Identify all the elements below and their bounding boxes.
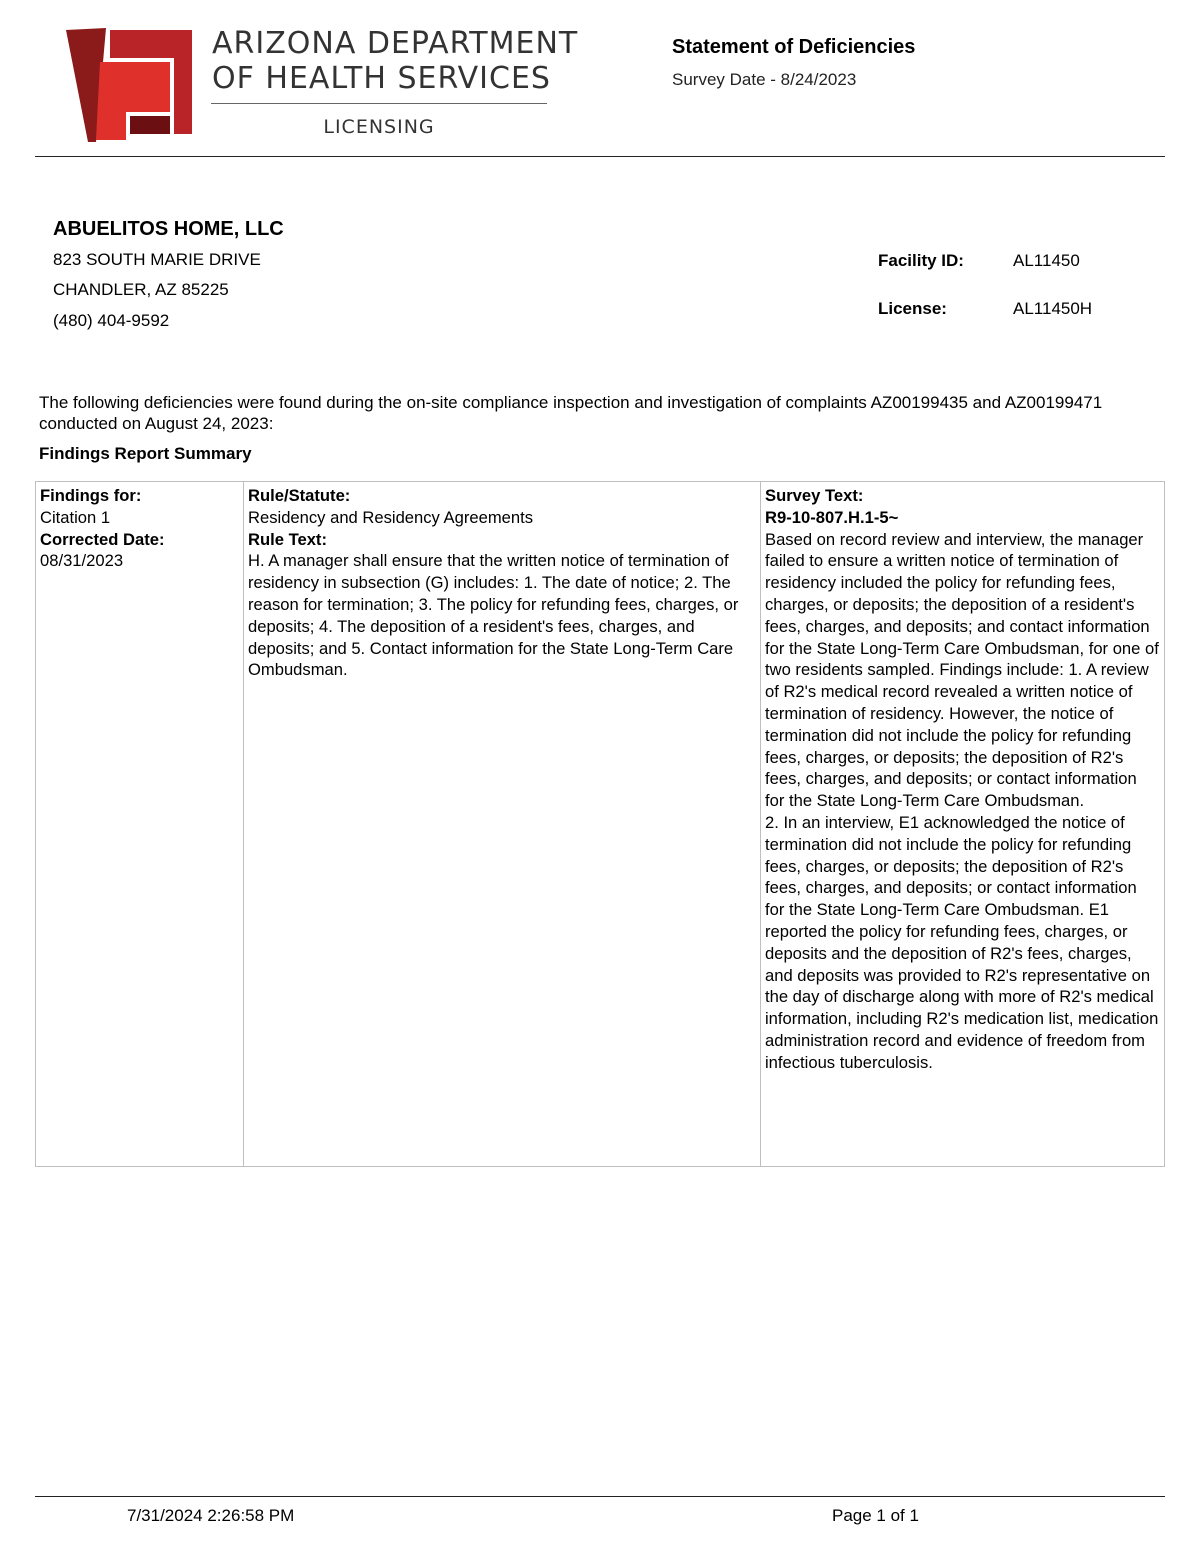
section-title: Findings Report Summary <box>39 444 252 463</box>
findings-for-label: Findings for: <box>40 486 142 505</box>
rule-column <box>243 482 760 1166</box>
adhs-logo-icon <box>66 28 194 142</box>
facility-id-value: AL11450 <box>1013 251 1080 270</box>
license-label: License: <box>878 299 947 318</box>
rule-statute-label: Rule/Statute: <box>248 486 351 505</box>
corrected-date-label: Corrected Date: <box>40 529 165 549</box>
header-divider <box>35 156 1165 157</box>
org-division: LICENSING <box>323 116 435 138</box>
page-number: Page 1 of 1 <box>832 1506 919 1525</box>
corrected-date-value: 08/31/2023 <box>40 551 124 571</box>
printed-timestamp: 7/31/2024 2:26:58 PM <box>127 1506 295 1525</box>
facility-id-label: Facility ID: <box>878 251 964 270</box>
findings-table <box>35 481 1165 1167</box>
survey-text-label: Survey Text: <box>765 486 864 505</box>
survey-rule-code: R9-10-807.H.1-5~ <box>765 507 899 527</box>
org-name-line2: OF HEALTH SERVICES <box>212 61 551 96</box>
intro-paragraph: The following deficiencies were found during the on-site compliance inspection and investigation of complaints AZ00199435 and AZ00199471 conducted on August 24, 2023: <box>39 393 1103 433</box>
survey-text-finding-2: 2. In an interview, E1 acknowledged the notice of termination did not include the policy for refunding fees, charges, or deposits; the deposition of R2's fees, charges, and deposits; or contact information for the State Long-Term Care Ombudsman. E1 reported the policy for refunding fees, charges, or deposits and the deposition of R2's fees, charges, and deposits was provided to R2's representative on the day of discharge along with more of R2's medical information, including R2's medication list, medication administration record and evidence of freedom from infectious tuberculosis. <box>765 812 1159 1072</box>
facility-address-line2: CHANDLER, AZ 85225 <box>53 280 229 299</box>
rule-text-label: Rule Text: <box>248 529 327 549</box>
rule-text-value: H. A manager shall ensure that the written notice of termination of residency in subsection (G) includes: 1. The date of notice; 2. The reason for termination; 3. The policy for refunding fees, charges, or deposits; 4. The deposition of a resident's fees, charges, and deposits; and 5. Contact information for the State Long-Term Care Ombudsman. <box>248 551 739 680</box>
findings-column <box>36 482 243 1166</box>
findings-for-value: Citation 1 <box>40 507 111 527</box>
facility-name: ABUELITOS HOME, LLC <box>53 218 284 240</box>
facility-phone: (480) 404-9592 <box>53 311 170 330</box>
survey-date: Survey Date - 8/24/2023 <box>672 70 857 89</box>
logo-divider <box>211 103 547 104</box>
footer-divider <box>35 1496 1165 1497</box>
document-title: Statement of Deficiencies <box>672 36 916 58</box>
facility-address-line1: 823 SOUTH MARIE DRIVE <box>53 250 261 269</box>
org-name-line1: ARIZONA DEPARTMENT <box>212 26 579 61</box>
survey-column <box>760 482 1164 1166</box>
survey-text-finding-1: Based on record review and interview, the manager failed to ensure a written notice of termination of residency included the policy for refunding fees, charges, or deposits; the deposition of a resident's fees, charges, and deposits; and contact information for the State Long-Term Care Ombudsman, for one of two residents sampled. Findings include: 1. A review of R2's medical record revealed a written notice of termination of residency. However, the notice of termination did not include the policy for refunding fees, charges, or deposits; the deposition of R2's fees, charges, and deposits; or contact information for the State Long-Term Care Ombudsman. <box>765 529 1159 811</box>
rule-statute-value: Residency and Residency Agreements <box>248 507 534 527</box>
license-value: AL11450H <box>1013 299 1093 318</box>
